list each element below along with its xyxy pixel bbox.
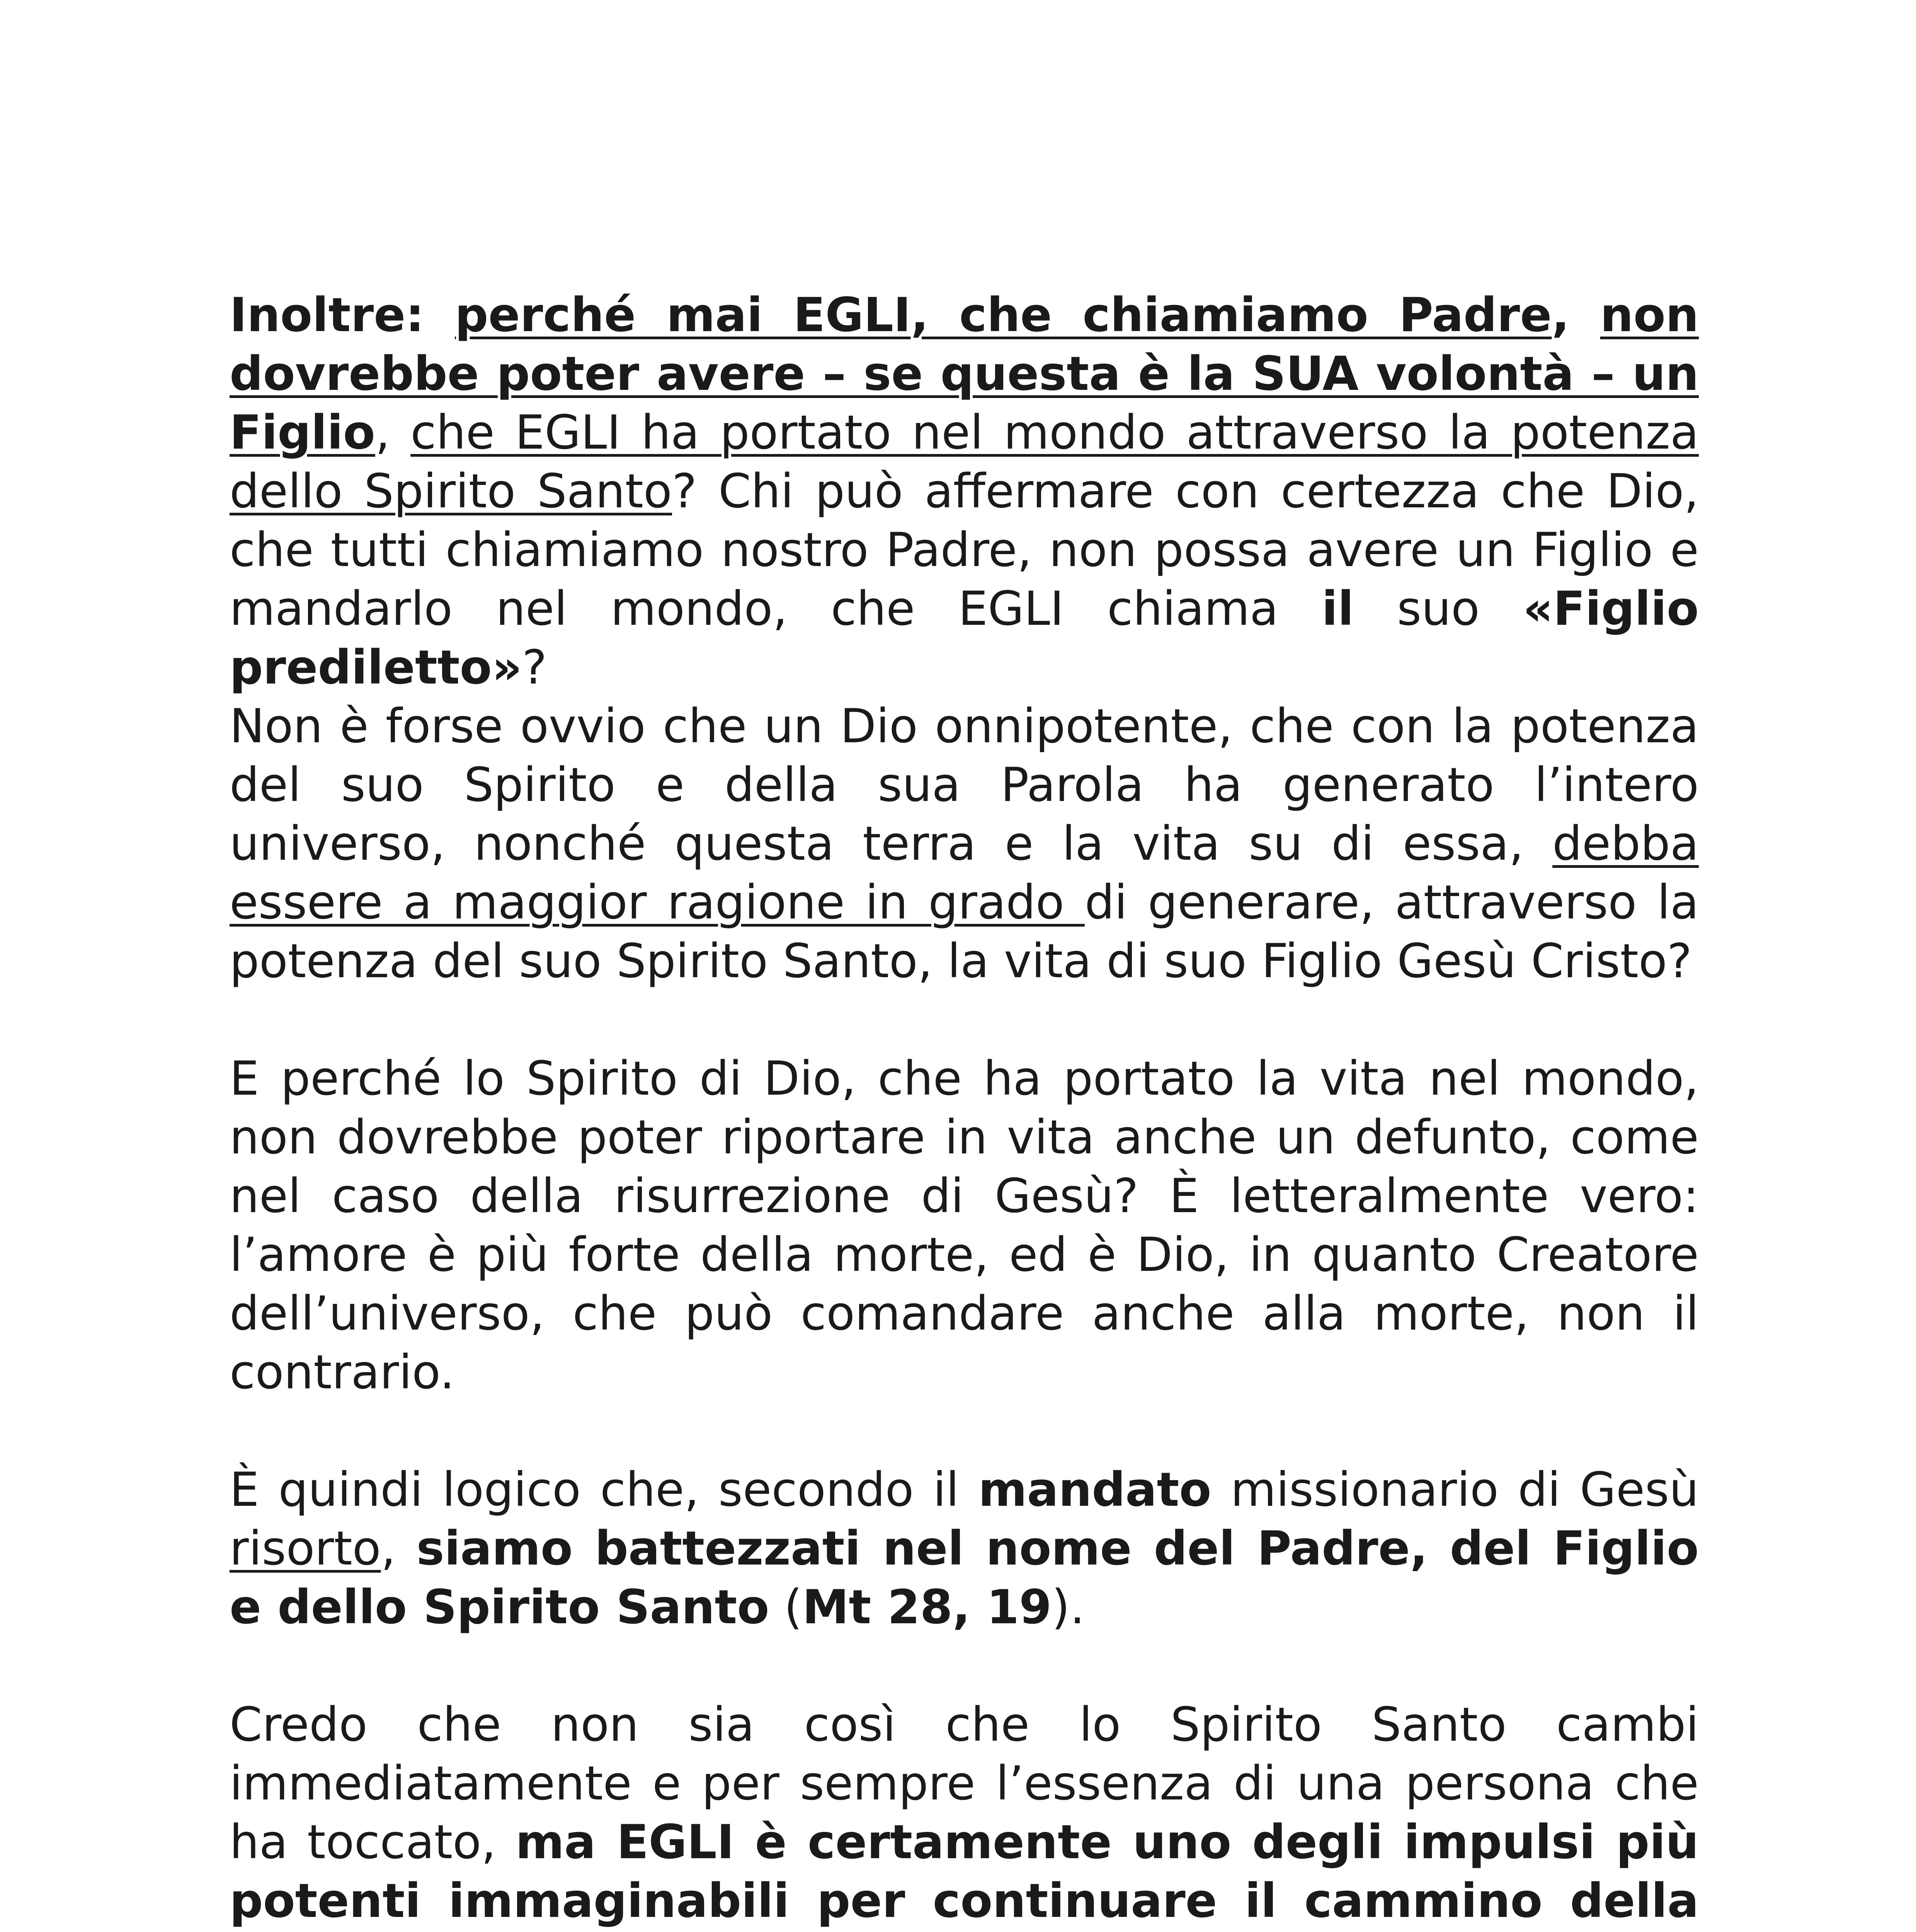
text-run: ). — [1052, 1580, 1085, 1634]
text-run: suo — [1354, 582, 1523, 636]
paragraph — [230, 1049, 1699, 1402]
text-run: E perché lo Spirito di Dio, che ha portato la vita nel mondo, non dovrebbe poter riportare in vita anche un defunto, come nel caso della risurrezione di Gesù? È letteralmente vero: l’amore è più forte della morte, ed è Dio, in quanto Creatore dell’universo, che può comandare anche alla morte, non il contrario. — [230, 1051, 1699, 1400]
text-run: mandato — [978, 1463, 1212, 1517]
paragraph — [230, 286, 1699, 697]
body-text — [230, 286, 1699, 1932]
text-run: Mt 28, 19 — [802, 1580, 1052, 1634]
text-run: Inoltre: — [230, 288, 455, 342]
text-run: risorto — [230, 1521, 381, 1576]
text-run: perché mai EGLI, che chiamiamo Padre — [454, 288, 1552, 342]
paragraph — [230, 697, 1699, 991]
text-run: ( — [769, 1580, 803, 1634]
text-run: «Figlio prediletto» — [230, 582, 1699, 695]
text-run: , — [381, 1521, 417, 1576]
text-run: il — [1322, 582, 1354, 636]
text-run: , — [375, 405, 411, 460]
paragraph — [230, 1696, 1699, 1932]
text-run: debba essere a maggior ragione in grado — [230, 816, 1699, 930]
text-run: ma EGLI è certamente uno degli impulsi più potenti immaginabili per continuare il cammino della — [230, 1815, 1699, 1928]
text-run: , — [1552, 288, 1600, 342]
text-run: ? — [522, 640, 547, 695]
text-run: Credo che non sia così che lo Spirito Santo cambi immediatamente e per sempre l’essenza di una persona che ha toccato, — [230, 1697, 1699, 1869]
text-run: Non è forse ovvio che un Dio onnipotente, che con la potenza del suo Spirito e della sua Parola ha generato l’intero universo, nonché questa terra e la vita su di essa, — [230, 699, 1699, 871]
text-run: È quindi logico che, secondo il — [230, 1463, 978, 1517]
text-run: non dovrebbe poter avere – se questa è la SUA volontà – un Figlio — [230, 288, 1699, 460]
text-run: missionario di Gesù — [1211, 1463, 1699, 1517]
text-run: siamo battezzati nel nome del Padre, del Figlio e dello Spirito Santo — [230, 1521, 1699, 1634]
text-run: che EGLI ha portato nel mondo attraverso la potenza dello Spirito Santo — [230, 405, 1699, 519]
text-run: di generare, attraverso la potenza del suo Spirito Santo, la vita di suo Figlio Gesù Cristo? — [230, 875, 1699, 988]
text-run: ? Chi può affermare con certezza che Dio, che tutti chiamiamo nostro Padre, non possa avere un Figlio e mandarlo nel mondo, che EGLI chiama — [230, 464, 1699, 636]
paragraph — [230, 1461, 1699, 1637]
